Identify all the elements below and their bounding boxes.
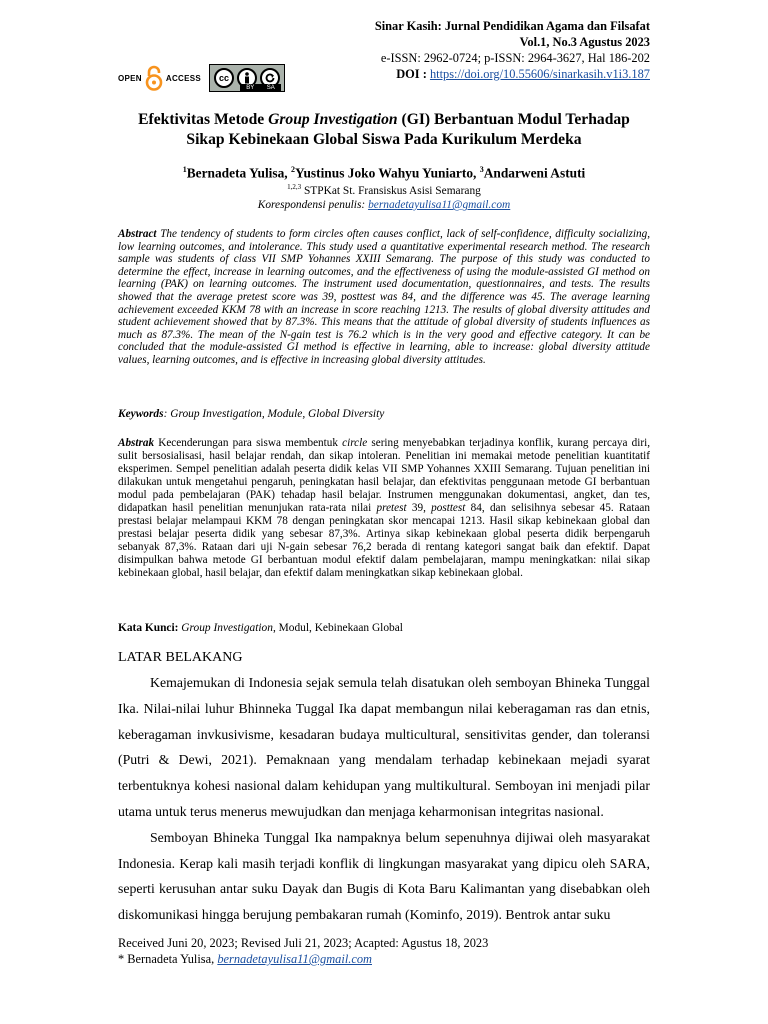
cc-label-bar — [240, 84, 281, 92]
author-list — [118, 165, 650, 181]
abstract-indonesian-label: Abstrak — [118, 437, 155, 449]
author-footnote-name: * Bernadeta Yulisa, — [118, 952, 218, 966]
license-logos — [118, 62, 285, 94]
abstract-id-italic-1: circle — [342, 437, 368, 449]
author-2: Yustinus Joko Wahyu Yuniarto, — [295, 165, 480, 181]
open-access-logo — [118, 65, 201, 91]
title-part-2: Group Investigation — [268, 111, 398, 128]
paragraph-2: Semboyan Bhineka Tunggal Ika nampaknya belum sepenuhnya dijiwai oleh masyarakat Indonesia. Kerap kali masih terjadi konflik di lingkungan masyarakat yang dipicu oleh SARA, seperti kerusuhan antar suku Dayak dan Bugis di Kota Baru Kalimantan yang disebabkan oleh diskomunikasi hingga berujung pembakaran rumah (Kominfo, 2019). Bentrok antar suku — [118, 829, 650, 923]
correspondence — [118, 199, 650, 211]
cc-by-sa-badge — [209, 64, 285, 92]
author-1: Bernadeta Yulisa, — [186, 165, 292, 181]
footnote — [118, 935, 650, 967]
doi-label: DOI : — [396, 67, 430, 81]
abstract-id-text-2: sering menyebabkan terjadinya konflik, kurang percaya diri, sulit bersosialisasi, hasil belajar rendah, dan sikap intoleran. Penelitian ini memakai metode penelitian kuantitatif eksperimen. Sempel penelitian adalah peserta didik kelas VII SMP Yohannes XXIII Semarang. Tujuan penelitian ini dilakukan untuk mengetahui pengaruh, peningkatan hasil belajar, dan efektivitas penggunaan metode GI berbantuan modul pada pembelajaran (PAK) tehadap hasil belajar. Instrumen menggunakan dokumentasi, angket, dan tes, didapatkan hasil penelitian menunjukan rata-rata nilai — [118, 437, 651, 514]
author-3-sup: 3 — [479, 165, 484, 174]
journal-header — [375, 18, 650, 82]
paper-title — [118, 110, 650, 150]
doi-line — [375, 66, 650, 82]
correspondence-label: Korespondensi penulis: — [257, 199, 369, 211]
keywords-indonesian-italic: Group Investigation — [178, 622, 273, 634]
author-1-sup: 1 — [182, 165, 187, 174]
keywords-english-text: : Group Investigation, Module, Global Diversity — [163, 408, 385, 420]
open-access-text-right: ACCESS — [165, 73, 202, 83]
cc-sa-text: SA — [266, 85, 275, 91]
abstract-english-label: Abstract — [118, 228, 157, 240]
doi-link[interactable]: https://doi.org/10.55606/sinarkasih.v1i3.187 — [429, 67, 650, 81]
abstract-id-text-3: 39, — [406, 502, 432, 514]
abstract-id-text-1: Kecenderungan para siswa membentuk — [154, 437, 343, 449]
author-footnote-email-link[interactable]: bernadetayulisa11@gmail.com — [217, 952, 372, 966]
affiliation-sup: 1,2,3 — [287, 183, 302, 191]
abstract-english — [118, 228, 650, 367]
body-text — [118, 670, 650, 928]
journal-issn: e-ISSN: 2962-0724; p-ISSN: 2964-3627, Hal 186-202 — [380, 51, 650, 65]
abstract-id-text-4: 84, dan selisihnya sebesar 45. Rataan prestasi belajar melampaui KKM 78 dengan peningkatan skor mencapai 1213. Hasil sikap kebinekaan global dan prestasi belajar peserta didik yang sebesar 87,3%. Artinya sikap kebinekaan global peserta didik berpengaruh sebanyak 87,3%. Rataan dari uji N-gain sebesar 76,2 berada di rentang kategori sangat baik dan efektif. Dapat disimpulkan bahwa metode GI berbantuan modul efektif dalam pembelajaran, mampu meningkatkan: nilai sikap kebinekaan global, hasil belajar, dan efektif dalam meningkatkan sikap kebinekaan global. — [118, 502, 650, 579]
affiliation — [118, 183, 650, 197]
title-part-1: Efektivitas Metode — [138, 111, 269, 128]
author-3: Andarweni Astuti — [483, 165, 586, 181]
cc-icon: cc — [214, 68, 234, 88]
section-heading: LATAR BELAKANG — [118, 650, 243, 665]
keywords-indonesian — [118, 622, 650, 634]
keywords-indonesian-text: , Modul, Kebinekaan Global — [272, 622, 403, 634]
abstract-indonesian — [118, 437, 650, 580]
journal-volume: Vol.1, No.3 Agustus 2023 — [519, 35, 650, 49]
keywords-indonesian-label: Kata Kunci: — [118, 622, 179, 634]
title-part-3: (GI) Berbantuan Modul Terhadap Sikap Kebinekaan Global Siswa Pada Kurikulum Merdeka — [186, 111, 630, 148]
keywords-english — [118, 408, 650, 420]
journal-name: Sinar Kasih: Jurnal Pendidikan Agama dan Filsafat — [374, 19, 650, 33]
author-2-sup: 2 — [291, 165, 296, 174]
open-access-text-left: OPEN — [118, 73, 142, 83]
abstract-id-italic-2: pretest — [376, 502, 407, 514]
abstract-id-italic-3: posttest — [431, 502, 466, 514]
paragraph-1: Kemajemukan di Indonesia sejak semula telah disatukan oleh semboyan Bhineka Tunggal Ika. Nilai-nilai luhur Bhinneka Tuggal Ika dapat membangun nilai keberagaman ras dan etnis, keberagaman invkusivisme, kesadaran budaya multicultural, sensitivitas gender, dan toleransi (Putri & Dewi, 2021). Pemaknaan yang mendalam terhadap kebinekaan mejadi syarat terbentuknya kohesi nasional dalam kehidupan yang multikultural. Semboyan ini menjadi pilar utama untuk terus menerus mewujudkan dan menjaga keharmonisan integritas nasional. — [118, 675, 650, 819]
open-lock-icon — [144, 65, 164, 91]
keywords-english-label: Keywords — [118, 408, 164, 420]
received-dates: Received Juni 20, 2023; Revised Juli 21, 2023; Acapted: Agustus 18, 2023 — [118, 936, 489, 950]
correspondence-email-link[interactable]: bernadetayulisa11@gmail.com — [368, 199, 511, 211]
cc-by-text: BY — [246, 85, 255, 91]
author-footnote — [118, 951, 650, 967]
abstract-english-text: The tendency of students to form circles often causes conflict, lack of self-confidence, difficulty socializing, low learning outcomes, and intolerance. This study used a quantitative experimental research method. The research sample was students of class VII SMP Yohannes XXIII Semarang. The purpose of this study was conducted to determine the effect, increase in learning outcomes, and the effectiveness of using the module-assisted GI method on learning (PAK) on learning outcomes. The instrument used documentation, questionnaires, and tests. The results showed that the average pretest score was 39, posttest was 84, and the difference was 45. The average learning achievement exceeded KKM 78 with an increase in score reaching 1213. The results of global diversity attitudes and student achievement showed that by 87.3%. This means that the attitude of global diversity of students influences as much as 87.3%. The mean of the N-gain test is 76.2 which is in the very good and effective category. It can be concluded that the module-assisted GI method is effective in learning, able to increase: global diversity attitude values, learning outcomes, and is effective in increasing global diversity attitudes. — [118, 228, 650, 366]
affiliation-name: STPKat St. Fransiskus Asisi Semarang — [301, 184, 481, 197]
